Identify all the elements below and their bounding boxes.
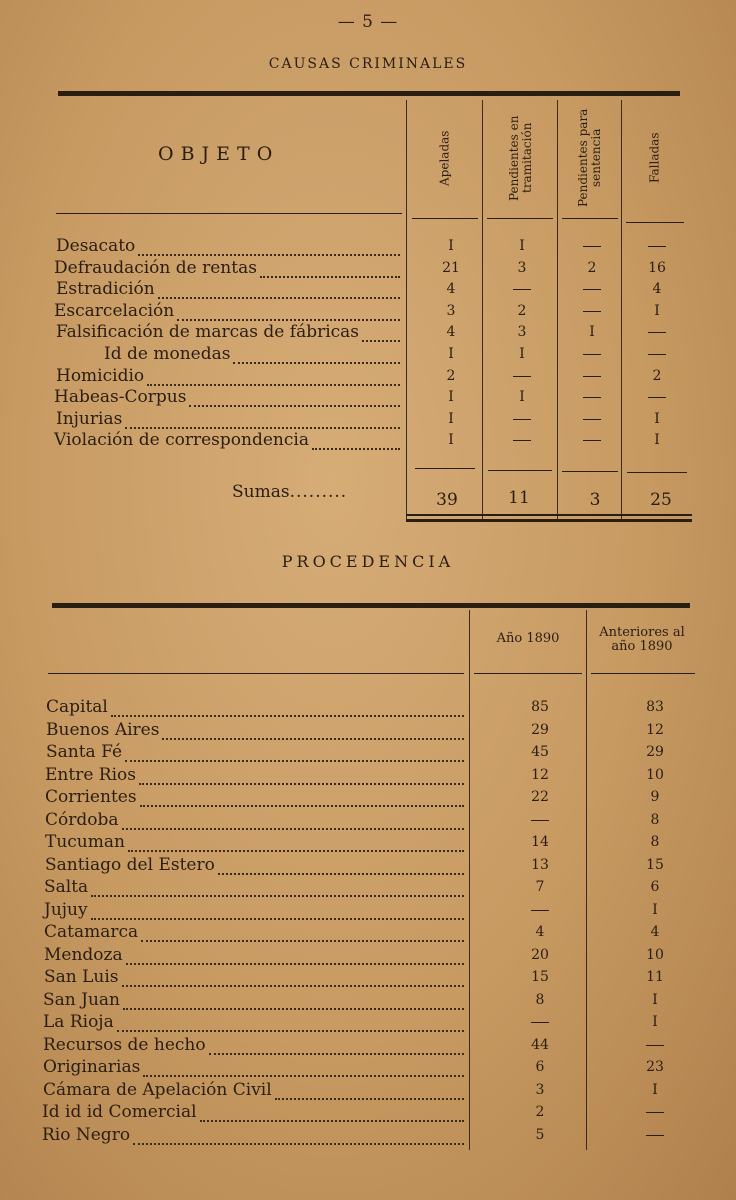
cell-sentencia-dash — [583, 419, 601, 420]
table1-sum-rule — [488, 470, 552, 471]
sum-sentencia: 3 — [589, 490, 601, 510]
cell-tramitacion-dash — [513, 440, 531, 441]
dot-leader — [123, 991, 464, 1010]
table1-col-divider — [621, 100, 622, 520]
row-label-procedencia: Rio Negro — [42, 1124, 131, 1145]
cell-anteriores: 29 — [646, 744, 664, 760]
sums-label — [232, 482, 347, 502]
sum-falladas: 25 — [650, 490, 672, 510]
cell-falladas-dash — [648, 246, 666, 247]
dot-leader — [162, 721, 464, 740]
dot-leader — [125, 743, 464, 762]
cell-anteriores: 8 — [650, 811, 660, 828]
dot-leader — [189, 388, 400, 407]
table1-col-divider — [482, 100, 483, 520]
cell-anteriores-dash — [646, 1112, 664, 1113]
cell-anteriores: 11 — [646, 969, 664, 985]
table1-sum-rule — [415, 468, 475, 469]
row-label-procedencia: Corrientes — [45, 787, 137, 807]
row-label-procedencia: Recursos de hecho — [43, 1034, 206, 1055]
row-label-objeto: Homicidio — [56, 365, 145, 386]
sums-label-text: Sumas — [232, 482, 290, 502]
cell-ano-1890: 5 — [535, 1126, 545, 1143]
row-label-procedencia: Jujuy — [44, 899, 88, 920]
sums-leader: ......... — [289, 482, 348, 502]
table1-sum-rule — [562, 471, 618, 472]
cell-sentencia-dash — [583, 397, 601, 398]
row-label-procedencia: Tucuman — [45, 832, 125, 852]
cell-tramitacion: I — [519, 389, 525, 406]
col-header-anteriores: Anteriores al año 1890 — [599, 625, 685, 654]
cell-falladas-dash — [648, 354, 666, 355]
dot-leader — [177, 302, 400, 321]
cell-ano-1890: 8 — [535, 991, 545, 1008]
cell-anteriores: I — [652, 1081, 658, 1098]
cell-ano-1890: 12 — [531, 766, 549, 783]
row-label-procedencia: Id id id Comercial — [42, 1102, 197, 1122]
row-label-procedencia: Originarias — [43, 1057, 141, 1077]
row-label-objeto: Defraudación de rentas — [54, 257, 257, 278]
row-label-procedencia: Cámara de Apelación Civil — [43, 1079, 272, 1100]
table2-top-rule — [52, 603, 690, 608]
page-number: — 5 — — [337, 12, 399, 32]
table1-col-divider — [557, 100, 558, 520]
cell-anteriores: 15 — [646, 856, 664, 873]
row-label-objeto: Injurias — [56, 408, 123, 429]
cell-falladas: 16 — [648, 259, 666, 276]
cell-tramitacion: I — [519, 346, 525, 362]
cell-apeladas: 4 — [446, 281, 456, 298]
dot-leader — [362, 323, 400, 342]
table1-header-rule — [412, 218, 478, 219]
dot-leader — [125, 410, 400, 429]
cell-ano-1890: 6 — [535, 1059, 545, 1075]
cell-tramitacion: 3 — [517, 259, 527, 276]
col-header-falladas: Falladas — [647, 132, 662, 184]
row-label-procedencia: Buenos Aires — [46, 719, 160, 740]
cell-tramitacion: 2 — [517, 302, 527, 319]
dot-leader — [143, 1058, 464, 1077]
cell-apeladas: I — [448, 346, 454, 362]
cell-ano-1890-dash — [531, 820, 549, 821]
cell-anteriores: 8 — [650, 834, 660, 850]
dot-leader — [260, 259, 400, 278]
cell-tramitacion-dash — [513, 376, 531, 377]
cell-apeladas: 4 — [446, 324, 456, 341]
dot-leader — [133, 1126, 464, 1145]
table1-header-rule — [562, 218, 618, 219]
objeto-heading: OBJETO — [158, 143, 280, 165]
cell-falladas: I — [654, 410, 660, 427]
dot-leader — [91, 878, 464, 897]
row-label-objeto: Id de monedas — [104, 344, 231, 364]
cell-ano-1890: 44 — [531, 1036, 549, 1053]
dot-leader — [140, 788, 464, 807]
row-label-procedencia: Mendoza — [44, 944, 123, 965]
running-head: CAUSAS CRIMINALES — [268, 56, 468, 72]
table1-header-rule — [56, 213, 402, 214]
table1-header-rule — [626, 222, 684, 223]
cell-anteriores-dash — [646, 1135, 664, 1136]
dot-leader — [200, 1103, 464, 1122]
cell-falladas-dash — [648, 332, 666, 333]
cell-sentencia-dash — [583, 376, 601, 377]
dot-leader — [122, 968, 464, 987]
row-label-objeto: Violación de correspondencia — [54, 430, 309, 451]
cell-sentencia: I — [589, 324, 595, 341]
table2-col-divider — [469, 610, 470, 1150]
row-label-objeto: Desacato — [56, 236, 136, 256]
cell-apeladas: I — [448, 432, 454, 449]
col-header-pendientes-sentencia: Pendientes para sentencia — [576, 108, 603, 208]
cell-anteriores: 12 — [646, 721, 664, 738]
cell-apeladas: I — [448, 410, 454, 427]
row-label-procedencia: Santa Fé — [46, 742, 123, 762]
col-header-pendientes-tramitacion: Pendientes en tramitación — [507, 115, 534, 201]
cell-apeladas: I — [448, 389, 454, 406]
cell-falladas: 2 — [652, 367, 662, 384]
dot-leader — [209, 1036, 464, 1055]
row-label-objeto: Escarcelación — [54, 300, 175, 321]
cell-sentencia-dash — [583, 246, 601, 247]
dot-leader — [141, 923, 464, 942]
table1-header-rule — [487, 218, 553, 219]
row-label-procedencia: Córdoba — [45, 809, 119, 830]
procedencia-heading: PROCEDENCIA — [281, 552, 455, 571]
cell-ano-1890: 2 — [535, 1104, 545, 1120]
cell-falladas-dash — [648, 397, 666, 398]
cell-apeladas: 3 — [446, 302, 456, 319]
row-label-procedencia: Salta — [44, 877, 89, 897]
cell-tramitacion-dash — [513, 289, 531, 290]
dot-leader — [275, 1081, 464, 1100]
cell-ano-1890: 45 — [531, 744, 549, 760]
dot-leader — [218, 856, 464, 875]
cell-falladas: 4 — [652, 281, 662, 298]
cell-ano-1890: 7 — [535, 879, 545, 895]
cell-falladas: I — [654, 302, 660, 319]
cell-ano-1890-dash — [531, 910, 549, 911]
cell-ano-1890-dash — [531, 1022, 549, 1023]
table1-bottom-rule — [406, 519, 692, 522]
cell-ano-1890: 22 — [531, 789, 549, 805]
col-header-apeladas: Apeladas — [437, 130, 452, 186]
dot-leader — [117, 1013, 464, 1032]
row-label-objeto: Estradición — [56, 279, 155, 300]
cell-anteriores: I — [652, 991, 658, 1008]
col-header-ano-1890: Año 1890 — [496, 631, 560, 646]
cell-anteriores: 10 — [646, 946, 664, 963]
cell-falladas: I — [654, 432, 660, 449]
cell-ano-1890: 15 — [531, 969, 549, 985]
table1-bottom-rule — [406, 514, 692, 516]
dot-leader — [126, 946, 464, 965]
row-label-procedencia: San Luis — [44, 967, 119, 987]
dot-leader — [128, 833, 464, 852]
table1-sum-rule — [627, 472, 687, 473]
cell-anteriores: I — [652, 1014, 658, 1030]
table1-col-divider — [406, 100, 407, 520]
dot-leader — [233, 345, 400, 364]
row-label-procedencia: La Rioja — [43, 1012, 114, 1032]
cell-sentencia-dash — [583, 354, 601, 355]
row-label-objeto: Falsificación de marcas de fábricas — [56, 322, 360, 343]
cell-ano-1890: 4 — [535, 924, 545, 940]
row-label-procedencia: Entre Rios — [45, 764, 136, 785]
dot-leader — [111, 698, 464, 717]
cell-anteriores: 10 — [646, 766, 664, 783]
cell-ano-1890: 85 — [531, 699, 549, 715]
cell-anteriores: I — [652, 901, 658, 918]
cell-anteriores-dash — [646, 1045, 664, 1046]
cell-anteriores: 23 — [646, 1059, 664, 1075]
table2-col-divider — [586, 610, 587, 1150]
dot-leader — [147, 367, 400, 386]
cell-tramitacion: 3 — [517, 324, 527, 341]
row-label-procedencia: Catamarca — [44, 922, 139, 942]
cell-ano-1890: 29 — [531, 721, 549, 738]
cell-sentencia-dash — [583, 311, 601, 312]
cell-ano-1890: 13 — [531, 856, 549, 873]
dot-leader — [122, 811, 464, 830]
sum-apeladas: 39 — [436, 490, 458, 510]
cell-ano-1890: 14 — [531, 834, 549, 850]
cell-sentencia-dash — [583, 440, 601, 441]
cell-ano-1890: 20 — [531, 946, 549, 963]
dot-leader — [138, 237, 400, 256]
table2-header-rule — [48, 673, 464, 674]
row-label-procedencia: Capital — [46, 697, 108, 717]
cell-anteriores: 83 — [646, 699, 664, 715]
table2-header-rule — [474, 673, 582, 674]
cell-anteriores: 9 — [650, 789, 660, 805]
cell-sentencia: 2 — [587, 259, 597, 276]
dot-leader — [139, 766, 464, 785]
sum-tramitacion: 11 — [508, 488, 530, 508]
row-label-procedencia: San Juan — [43, 989, 120, 1010]
table1-top-rule — [58, 91, 680, 96]
cell-apeladas: 21 — [442, 259, 460, 276]
cell-apeladas: I — [448, 238, 454, 254]
cell-apeladas: 2 — [446, 367, 456, 384]
cell-anteriores: 4 — [650, 924, 660, 940]
dot-leader — [158, 280, 400, 299]
table2-header-rule — [591, 673, 695, 674]
cell-tramitacion-dash — [513, 419, 531, 420]
cell-tramitacion: I — [519, 238, 525, 254]
dot-leader — [91, 901, 464, 920]
row-label-objeto: Habeas-Corpus — [54, 387, 187, 408]
cell-ano-1890: 3 — [535, 1081, 545, 1098]
cell-sentencia-dash — [583, 289, 601, 290]
cell-anteriores: 6 — [650, 879, 660, 895]
dot-leader — [312, 431, 400, 450]
row-label-procedencia: Santiago del Estero — [45, 854, 215, 875]
